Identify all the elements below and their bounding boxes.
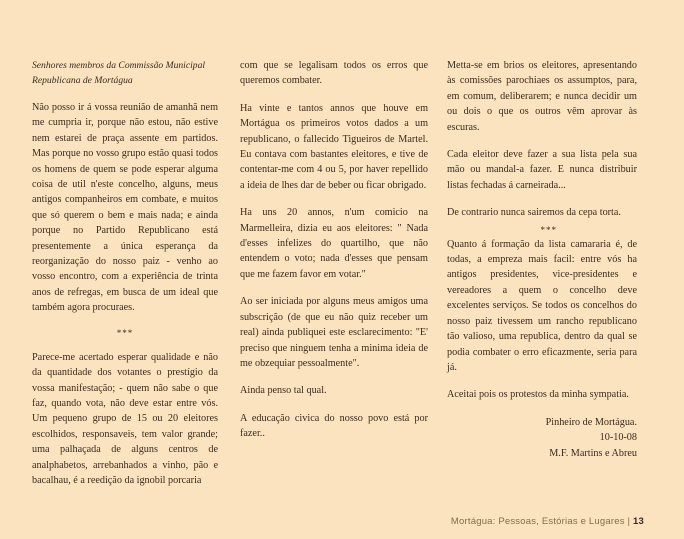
section-separator: *** <box>116 327 134 338</box>
paragraph: A educação civica do nosso povo está por fazer.. <box>240 412 428 440</box>
signature-date: 10-10-08 <box>599 432 637 444</box>
page-footer <box>451 516 644 527</box>
salutation-line-1: Senhores membros da Commissão Municipal <box>32 60 206 71</box>
page-number: 13 <box>633 516 644 527</box>
paragraph: Aceitai pois os protestos da minha sympatia. <box>447 389 629 401</box>
paragraph: Ha vinte e tantos annos que houve em Mortágua os primeiros votos dados a um republicano, o fallecido Tigueiros de Martel. Eu contava com bastantes eleitores, e tive de contentar-me com 4 ou 5, por haver repellido a ideia de lhes dar de beber ou ficar obrigado. <box>240 102 428 191</box>
text-column-1 <box>32 58 218 500</box>
salutation <box>32 58 218 88</box>
text-column-2 <box>240 58 428 454</box>
salutation-line-2: Republicana de Mortágua <box>32 75 133 86</box>
paragraph: com que se legalisam todos os erros que queremos combater. <box>240 60 428 87</box>
paragraph: Parece-me acertado esperar qualidade e não da quantidade dos votantes o prestígio da vossa manifestação; - quem não sabe o que faz, quando vota, não deve estar entre vós. Um pequeno grupo de 15 ou 20 eleitores escolhidos, responsaveis, tem valor grande; uma palhaçada de alguns centros de analphabetos, arrebanhados a vinho, pão e bacalhau, é a reedição da ignobil porcaria <box>32 351 218 486</box>
signature-name: M.F. Martins e Abreu <box>549 447 637 459</box>
text-column-3 <box>447 58 637 461</box>
paragraph: Cada eleitor deve fazer a sua lista pela sua mão ou mandal-a fazer. E nunca distribuir listas fechadas á carneirada... <box>447 149 637 191</box>
signature-block <box>447 415 637 461</box>
paragraph: Ha uns 20 annos, n'um comicio na Marmelleira, dizia eu aos eleitores: " Nada d'esses infelizes do quartilho, que não entendem o voto; nada d'esses que pensam que me fazem favor em votar." <box>240 207 428 280</box>
paragraph: Não posso ir á vossa reunião de amanhã nem me cumpria ir, porque não estou, não estive nem estarei de praça assente em partidos. Mas porque no vosso grupo estão quasi todos os homens de quem se pode esperar alguma coisa de util n'este concelho, alguns, meus antigos companheiros em combate, e muitos que só querem o bem e mais nada; e ainda porque no Partido Republicano está presentemente a única esperança da reorganização do nosso paiz - venho ao vosso encontro, com a experiência de trinta anos de refregas, em busca de um ideal que também agora procuraes. <box>32 102 218 314</box>
paragraph: Ainda penso tal qual. <box>240 385 327 397</box>
signature-place: Pinheiro de Mortágua. <box>545 416 637 428</box>
paragraph: Quanto á formação da lista camararia é, de todas, a empreza mais facil: entre vós ha antigos presidentes, vice-presidentes e vereadores a quem o concelho deve excelentes serviços. Se todos os concelhos do nosso paiz tivessem um rancho republicano tão valioso, uma republica, dentro da qual se podia combater o erro eficazmente, seria para já. <box>447 238 637 373</box>
paragraph: Ao ser iniciada por alguns meus amigos uma subscrição (de que eu não quiz receber um real) ainda publiquei este esclarecimento: "E' preciso que ninguem tenha a minima ideia de me obzequiar pessoalmente". <box>240 296 428 369</box>
section-separator: *** <box>540 224 557 235</box>
paragraph: Metta-se em brios os eleitores, apresentando às comissões parochiaes os assumptos, para, em comum, deliberarem; e nunca decidir um ou dois o que os outros vêm aprovar às escuras. <box>447 60 637 133</box>
paragraph: De contrario nunca sairemos da cepa torta. <box>447 207 621 219</box>
book-title: Mortágua: Pessoas, Estórias e Lugares <box>450 516 625 527</box>
footer-divider: | <box>627 516 631 527</box>
